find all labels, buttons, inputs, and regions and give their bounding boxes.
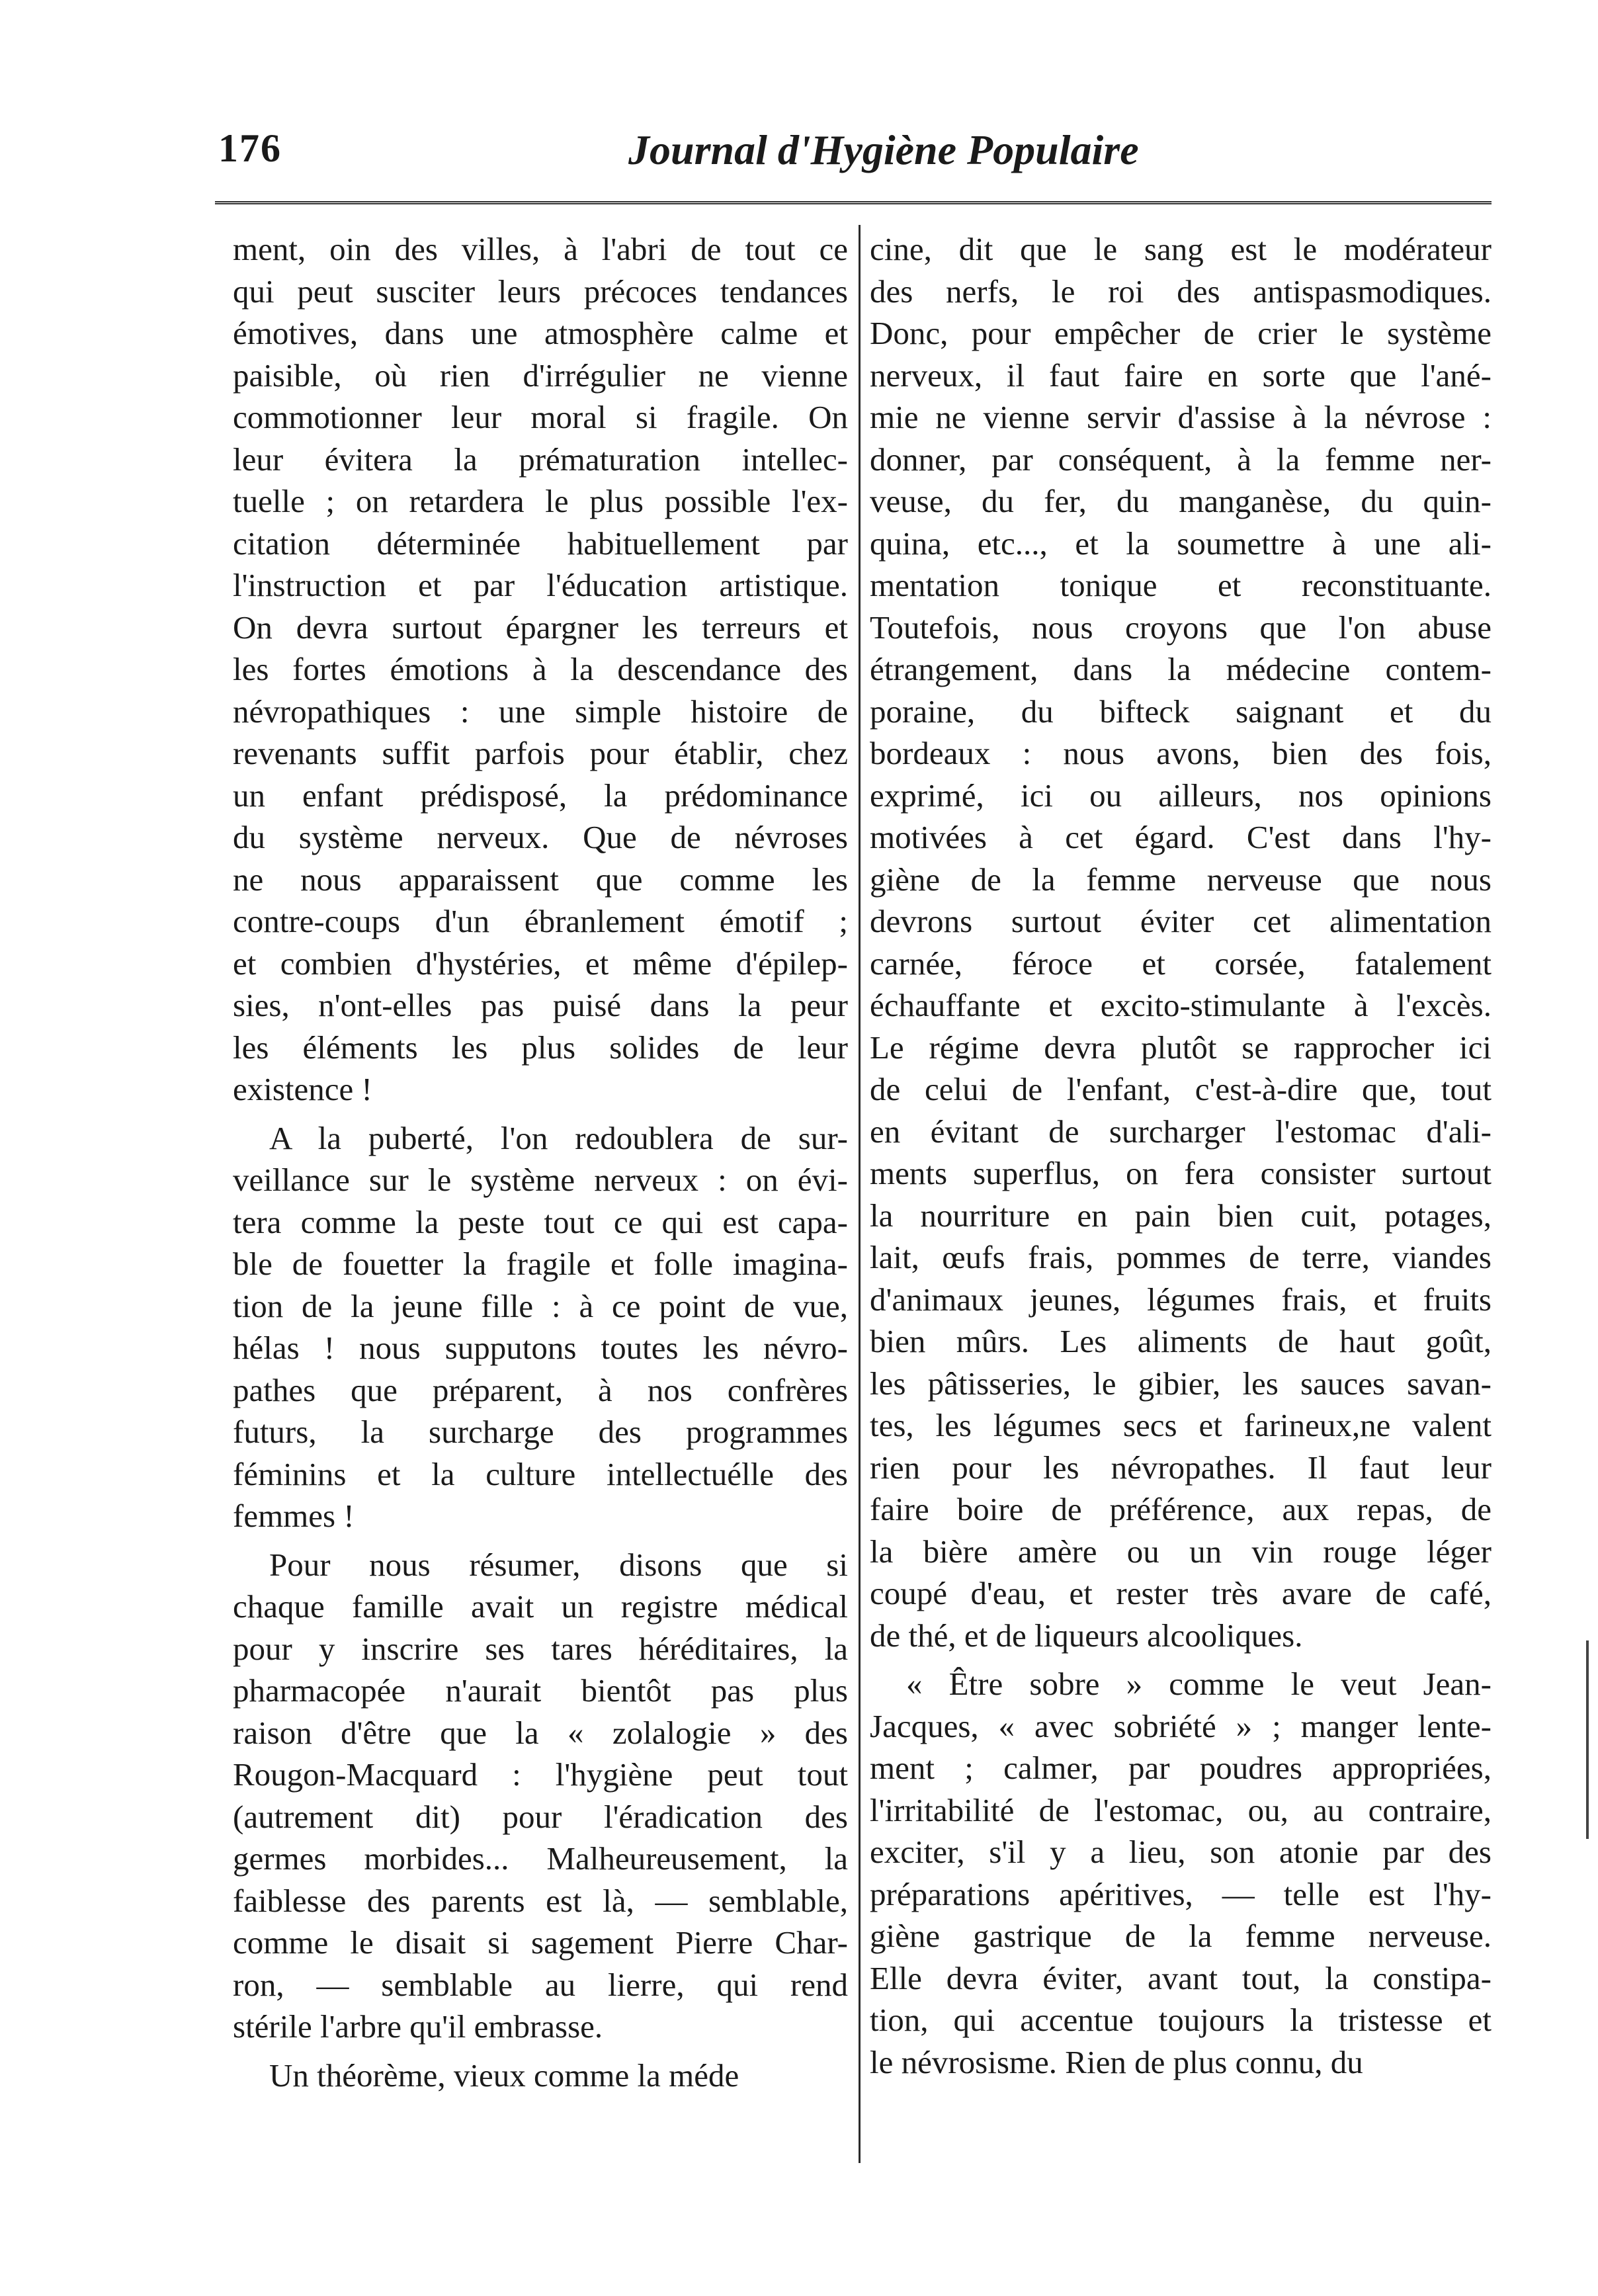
text-line: ble de fouetter la fragile et folle imagina- (233, 1246, 848, 1282)
text-line: ments superflus, on fera consister surtout (870, 1155, 1492, 1191)
header-rule (215, 201, 1492, 204)
text-line: tes, les légumes secs et farineux,ne valent (870, 1407, 1492, 1443)
text-line: ment, oin des villes, à l'abri de tout ce (233, 231, 848, 267)
text-line: tuelle ; on retardera le plus possible l'ex- (233, 483, 848, 519)
text-line: citation déterminée habituellement par (233, 525, 848, 562)
text-line: du système nerveux. Que de névroses (233, 819, 848, 855)
text-line: Toutefois, nous croyons que l'on abuse (870, 609, 1492, 646)
text-line: germes morbides... Malheureusement, la (233, 1840, 848, 1877)
text-line: d'animaux jeunes, légumes frais, et fruits (870, 1281, 1492, 1318)
text-line: femmes ! (233, 1498, 355, 1534)
text-line: devrons surtout éviter cet alimentation (870, 903, 1492, 939)
text-line: paisible, où rien d'irrégulier ne vienne (233, 357, 848, 394)
text-line: tera comme la peste tout ce qui est capa- (233, 1203, 848, 1240)
text-line: la nourriture en pain bien cuit, potages, (870, 1197, 1492, 1234)
text-line: féminins et la culture intellectuélle des (233, 1455, 848, 1492)
text-line: Rougon-Macquard : l'hygiène peut tout (233, 1756, 848, 1793)
margin-mark (1586, 1640, 1589, 1839)
text-line: faiblesse des parents est là, — semblable, (233, 1882, 848, 1919)
text-line: les fortes émotions à la descendance des (233, 651, 848, 687)
text-line: l'instruction et par l'éducation artistique. (233, 567, 848, 603)
text-line: l'irritabilité de l'estomac, ou, au contraire, (870, 1791, 1492, 1828)
text-line: Le régime devra plutôt se rapprocher ici (870, 1029, 1492, 1066)
text-line: Pour nous résumer, disons que si (269, 1546, 848, 1583)
left-column (233, 228, 848, 2096)
text-line: motivées à cet égard. C'est dans l'hy- (870, 819, 1492, 855)
text-line: chaque famille avait un registre médical (233, 1588, 848, 1625)
text-line: veillance sur le système nerveux : on évi- (233, 1162, 848, 1198)
text-line: névropathiques : une simple histoire de (233, 693, 848, 730)
text-line: les pâtisseries, le gibier, les sauces savan- (870, 1365, 1492, 1402)
text-line: étrangement, dans la médecine contem- (870, 651, 1492, 687)
text-line: pour y inscrire ses tares héréditaires, la (233, 1630, 848, 1667)
text-line: poraine, du bifteck saignant et du (870, 693, 1492, 730)
text-line: en évitant de surcharger l'estomac d'ali- (870, 1113, 1492, 1150)
text-line: revenants suffit parfois pour établir, chez (233, 735, 848, 771)
text-line: comme le disait si sagement Pierre Char- (233, 1924, 848, 1961)
right-column (870, 228, 1492, 2083)
text-line: le névrosisme. Rien de plus connu, du (870, 2043, 1363, 2080)
text-line: un enfant prédisposé, la prédominance (233, 777, 848, 814)
text-line: et combien d'hystéries, et même d'épilep- (233, 945, 848, 982)
text-line: Un théorème, vieux comme la méde (269, 2057, 739, 2094)
text-line: donner, par conséquent, à la femme ner- (870, 441, 1492, 478)
text-line: ron, — semblable au lierre, qui rend (233, 1966, 848, 2003)
text-line: sies, n'ont-elles pas puisé dans la peur (233, 987, 848, 1023)
column-divider (859, 225, 861, 2163)
text-line: giène de la femme nerveuse que nous (870, 861, 1492, 898)
text-line: émotives, dans une atmosphère calme et (233, 315, 848, 351)
text-line: les éléments les plus solides de leur (233, 1029, 848, 1066)
paragraph (233, 1117, 848, 1537)
text-line: des nerfs, le roi des antispasmodiques. (870, 273, 1492, 310)
text-line: Jacques, « avec sobriété » ; manger lente- (870, 1707, 1492, 1744)
text-line: veuse, du fer, du manganèse, du quin- (870, 483, 1492, 519)
running-title: Journal d'Hygiène Populaire (628, 126, 1139, 173)
paragraph (233, 228, 848, 1111)
text-line: quina, etc..., et la soumettre à une ali- (870, 525, 1492, 562)
text-line: contre-coups d'un ébranlement émotif ; (233, 903, 848, 939)
text-line: commotionner leur moral si fragile. On (233, 399, 848, 435)
text-line: tion, qui accentue toujours la tristesse et (870, 2002, 1492, 2038)
text-line: nerveux, il faut faire en sorte que l'ané- (870, 357, 1492, 394)
text-line: mie ne vienne servir d'assise à la névrose : (870, 399, 1492, 435)
text-line: carnée, féroce et corsée, fatalement (870, 945, 1492, 982)
text-line: A la puberté, l'on redoublera de sur- (269, 1119, 848, 1156)
text-line: cine, dit que le sang est le modérateur (870, 231, 1492, 267)
text-line: échauffante et excito-stimulante à l'excès. (870, 987, 1492, 1023)
text-line: bien mûrs. Les aliments de haut goût, (870, 1323, 1492, 1359)
text-line: tion de la jeune fille : à ce point de vue, (233, 1287, 848, 1324)
text-line: (autrement dit) pour l'éradication des (233, 1798, 848, 1835)
text-line: exciter, s'il y a lieu, son atonie par des (870, 1834, 1492, 1870)
text-line: rien pour les névropathes. Il faut leur (870, 1449, 1492, 1486)
text-line: de celui de l'enfant, c'est-à-dire que, tout (870, 1071, 1492, 1107)
paragraph (233, 1544, 848, 2048)
text-line: bordeaux : nous avons, bien des fois, (870, 735, 1492, 771)
text-line: la bière amère ou un vin rouge léger (870, 1533, 1492, 1570)
text-line: Elle devra éviter, avant tout, la constipa- (870, 1959, 1492, 1996)
text-line: On devra surtout épargner les terreurs et (233, 609, 848, 646)
text-line: pharmacopée n'aurait bientôt pas plus (233, 1672, 848, 1709)
page-number: 176 (218, 126, 282, 170)
text-line: de thé, et de liqueurs alcooliques. (870, 1617, 1303, 1654)
text-line: futurs, la surcharge des programmes (233, 1414, 848, 1450)
text-line: hélas ! nous supputons toutes les névro- (233, 1330, 848, 1366)
paragraph (870, 228, 1492, 1656)
paragraph (233, 2055, 848, 2097)
text-line: giène gastrique de la femme nerveuse. (870, 1918, 1492, 1954)
text-line: exprimé, ici ou ailleurs, nos opinions (870, 777, 1492, 814)
text-line: ment ; calmer, par poudres appropriées, (870, 1750, 1492, 1786)
text-line: mentation tonique et reconstituante. (870, 567, 1492, 603)
text-line: ne nous apparaissent que comme les (233, 861, 848, 898)
text-line: raison d'être que la « zolalogie » des (233, 1714, 848, 1751)
text-line: lait, œufs frais, pommes de terre, viandes (870, 1239, 1492, 1275)
text-line: pathes que préparent, à nos confrères (233, 1371, 848, 1408)
text-line: stérile l'arbre qu'il embrasse. (233, 2008, 603, 2045)
text-line: « Être sobre » comme le veut Jean- (906, 1666, 1492, 1702)
text-line: préparations apéritives, — telle est l'hy- (870, 1875, 1492, 1912)
text-line: qui peut susciter leurs précoces tendances (233, 273, 848, 310)
text-line: existence ! (233, 1071, 372, 1107)
text-line: Donc, pour empêcher de crier le système (870, 315, 1492, 351)
text-line: faire boire de préférence, aux repas, de (870, 1491, 1492, 1527)
text-line: leur évitera la prématuration intellec- (233, 441, 848, 478)
text-line: coupé d'eau, et rester très avare de café, (870, 1575, 1492, 1611)
paragraph (870, 1663, 1492, 2083)
page-header (218, 126, 1488, 198)
